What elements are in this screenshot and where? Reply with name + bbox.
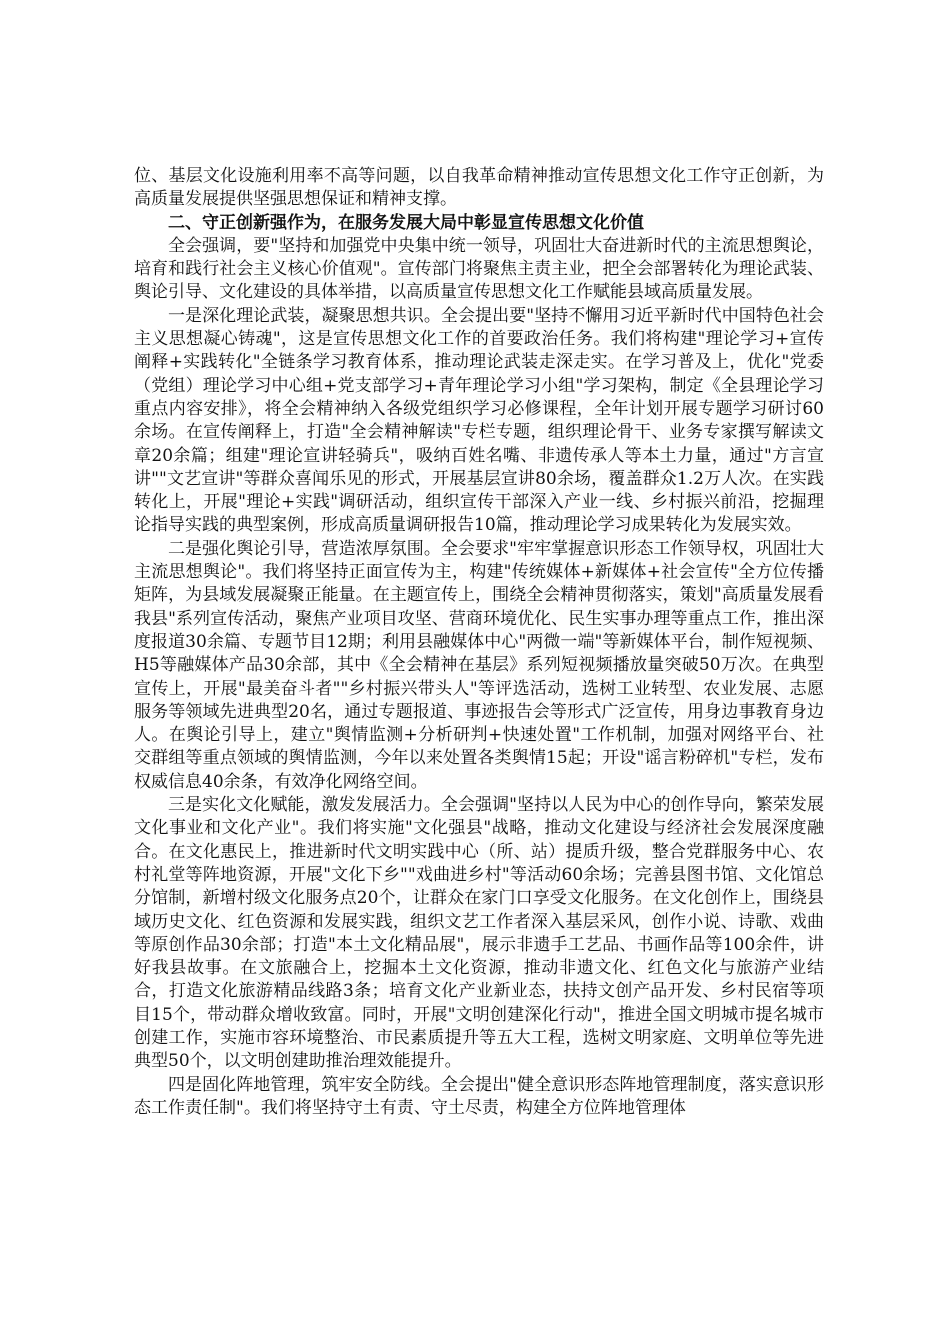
paragraph-intro: 全会强调，要"坚持和加强党中央集中统一领导，巩固壮大奋进新时代的主流思想舆论，培育和践行社会主义核心价值观"。宣传部门将聚焦主责主业，把全会部署转化为理论武装、舆论引导、文化建设的具体举措，以高质量宣传思想文化工作赋能县域高质量发展。 bbox=[134, 235, 824, 303]
paragraph-culture: 三是实化文化赋能，激发发展活力。全会强调"坚持以人民为中心的创作导向，繁荣发展文化事业和文化产业"。我们将实施"文化强县"战略，推动文化建设与经济社会发展深度融合。在文化惠民上，推进新时代文明实践中心（所、站）提质升级，整合党群服务中心、农村礼堂等阵地资源，开展"文化下乡""戏曲进乡村"等活动60余场；完善县图书馆、文化馆总分馆制，新增村级文化服务点20个，让群众在家门口享受文化服务。在文化创作上，围绕县域历史文化、红色资源和发展实践，组织文艺工作者深入基层采风，创作小说、诗歌、戏曲等原创作品30余部；打造"本土文化精品展"，展示非遗手工艺品、书画作品等100余件，讲好我县故事。在文旅融合上，挖掘本土文化资源，推动非遗文化、红色文化与旅游产业结合，打造文化旅游精品线路3条；培育文化产业新业态，扶持文创产品开发、乡村民宿等项目15个，带动群众增收致富。同时，开展"文明创建深化行动"，推进全国文明城市提名城市创建工作，实施市容环境整治、市民素质提升等五大工程，选树文明家庭、文明单位等先进典型50个，以文明创建助推治理效能提升。 bbox=[134, 795, 824, 1072]
paragraph-continued: 位、基层文化设施利用率不高等问题，以自我革命精神推动宣传思想文化工作守正创新，为高质量发展提供坚强思想保证和精神支撑。 bbox=[134, 166, 824, 210]
paragraph-theory: 一是深化理论武装，凝聚思想共识。全会提出要"坚持不懈用习近平新时代中国特色社会主义思想凝心铸魂"，这是宣传思想文化工作的首要政治任务。我们将构建"理论学习+宣传阐释+实践转化"全链条学习教育体系，推动理论武装走深走实。在学习普及上，优化"党委（党组）理论学习中心组+党支部学习+青年理论学习小组"学习架构，制定《全县理论学习重点内容安排》，将全会精神纳入各级党组织学习必修课程，全年计划开展专题学习研讨60余场。在宣传阐释上，打造"全会精神解读"专栏专题，组织理论骨干、业务专家撰写解读文章20余篇；组建"理论宣讲轻骑兵"，吸纳百姓名嘴、非遗传承人等本土力量，通过"方言宣讲""文艺宣讲"等群众喜闻乐见的形式，开展基层宣讲80余场，覆盖群众1.2万人次。在实践转化上，开展"理论+实践"调研活动，组织宣传干部深入产业一线、乡村振兴前沿，挖掘理论指导实践的典型案例，形成高质量调研报告10篇，推动理论学习成果转化为发展实效。 bbox=[134, 305, 824, 536]
paragraph-position: 四是固化阵地管理，筑牢安全防线。全会提出"健全意识形态阵地管理制度，落实意识形态工作责任制"。我们将坚持守土有责、守土尽责，构建全方位阵地管理体 bbox=[134, 1074, 824, 1118]
section-heading: 二、守正创新强作为，在服务发展大局中彰显宣传思想文化价值 bbox=[168, 212, 644, 233]
paragraph-opinion: 二是强化舆论引导，营造浓厚氛围。全会要求"牢牢掌握意识形态工作领导权，巩固壮大主流思想舆论"。我们将坚持正面宣传为主，构建"传统媒体+新媒体+社会宣传"全方位传播矩阵，为县域发展凝聚正能量。在主题宣传上，围绕全会精神贯彻落实，策划"高质量发展看我县"系列宣传活动，聚焦产业项目攻坚、营商环境优化、民生实事办理等重点工作，推出深度报道30余篇、专题节目12期；利用县融媒体中心"两微一端"等新媒体平台，制作短视频、H5等融媒体产品30余部，其中《全会精神在基层》系列短视频播放量突破50万次。在典型宣传上，开展"最美奋斗者""乡村振兴带头人"等评选活动，选树工业转型、农业发展、志愿服务等领域先进典型20名，通过专题报道、事迹报告会等形式广泛宣传，用身边事教育身边人。在舆论引导上，建立"舆情监测+分析研判+快速处置"工作机制，加强对网络平台、社交群组等重点领域的舆情监测，今年以来处置各类舆情15起；开设"谣言粉碎机"专栏，发布权威信息40余条，有效净化网络空间。 bbox=[134, 538, 824, 792]
document-page bbox=[134, 165, 824, 1120]
